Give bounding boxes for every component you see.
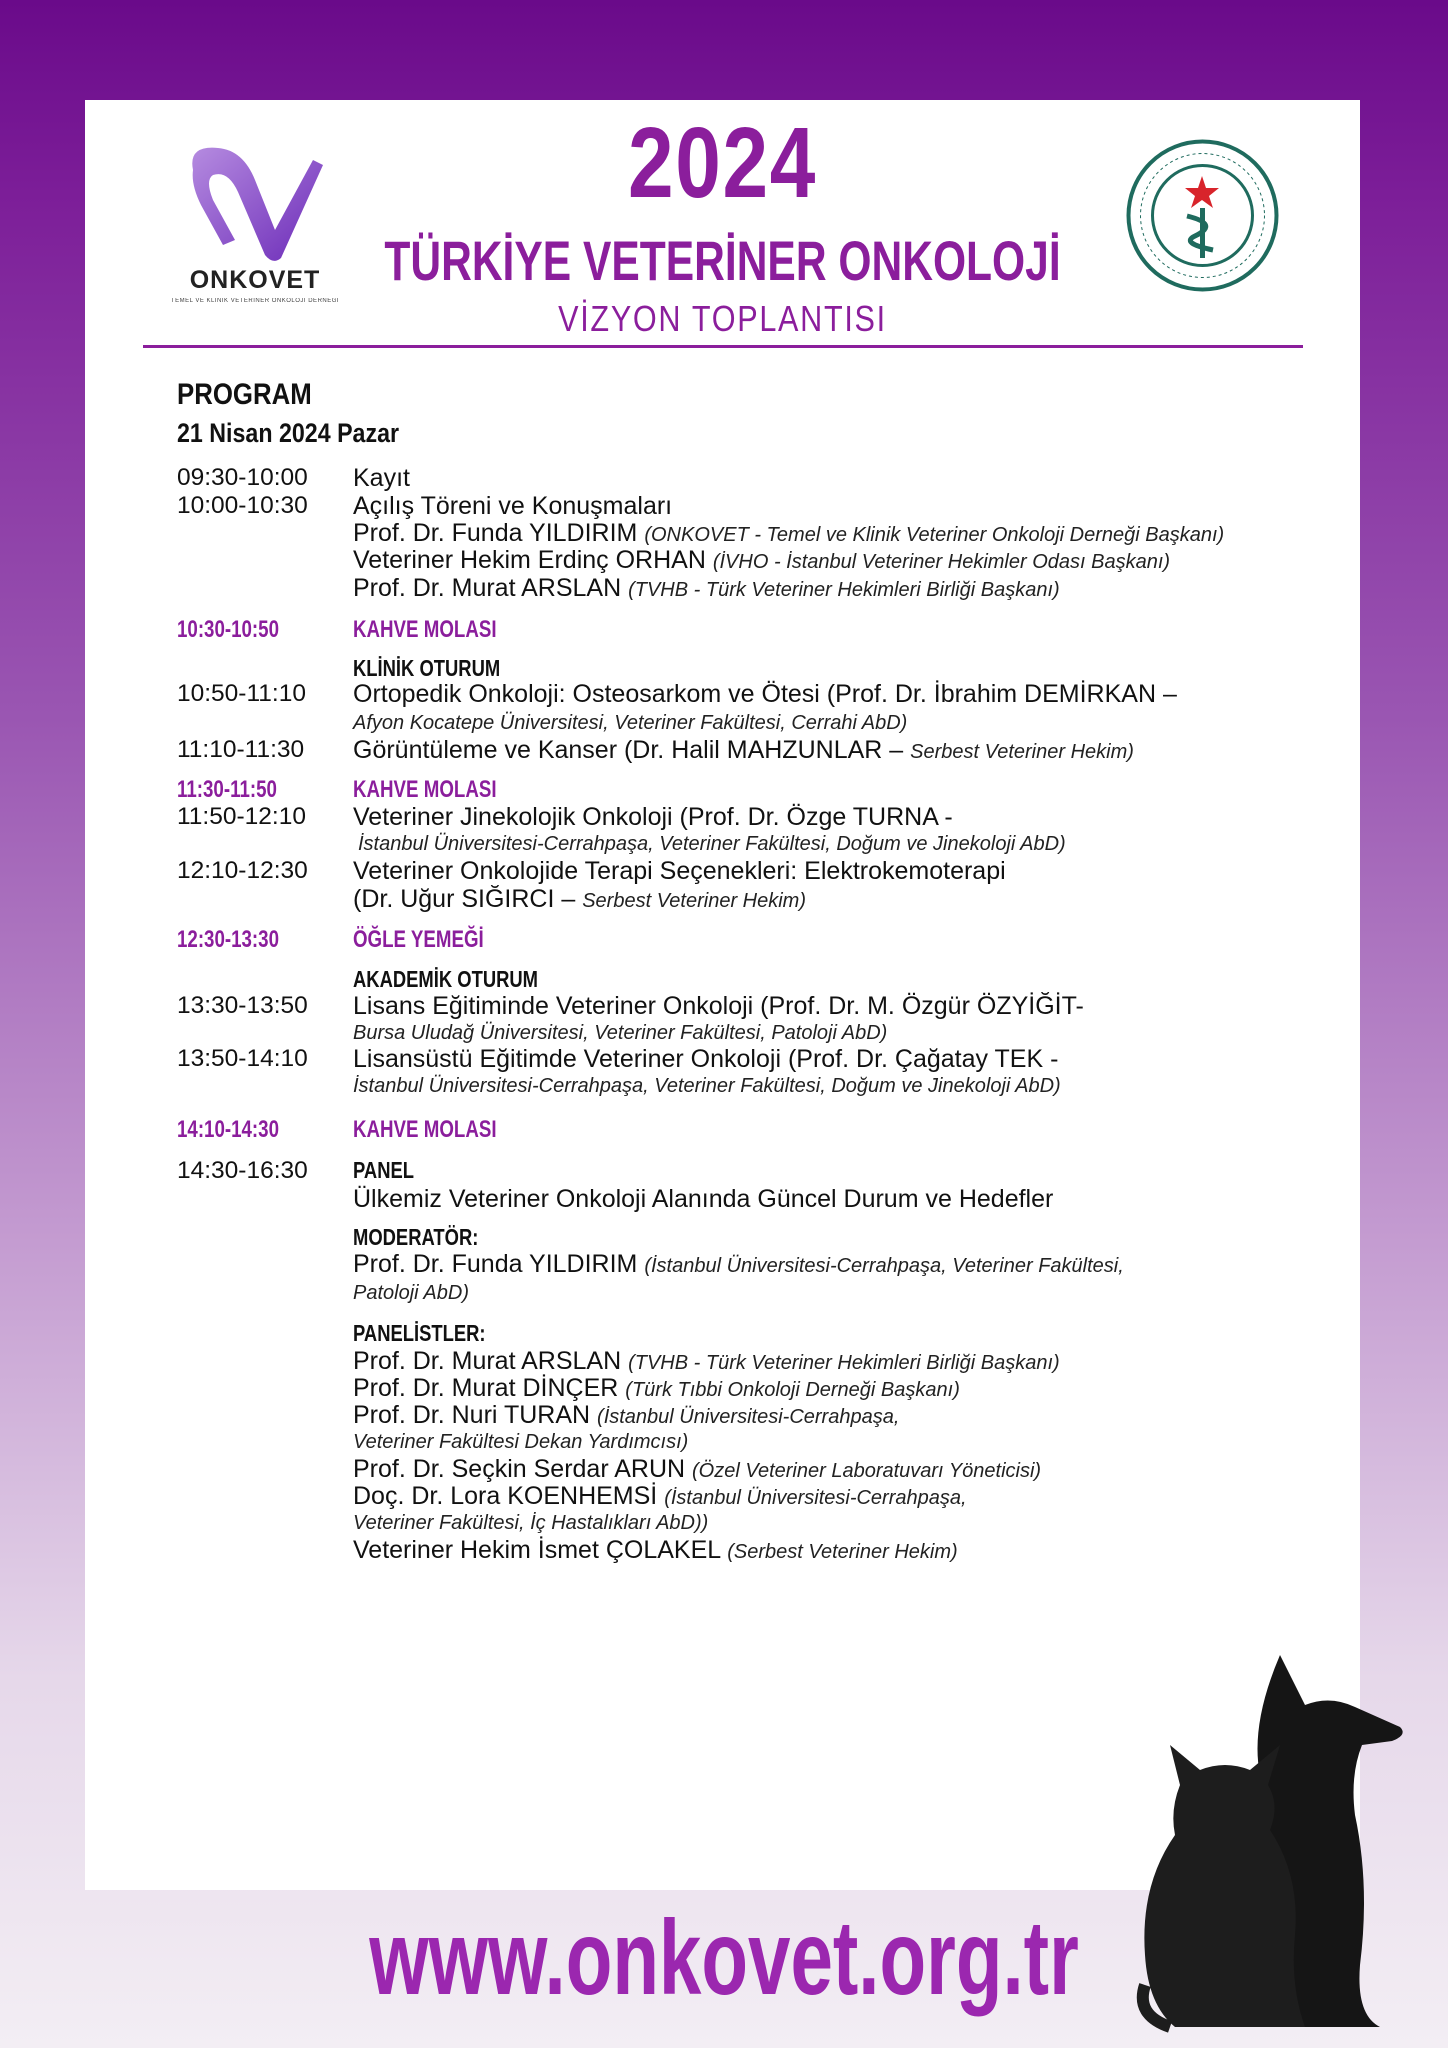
speaker-line [353,1482,967,1511]
session-title-text: (Dr. Uğur SIĞIRCI – [353,885,576,913]
website-url[interactable]: www.onkovet.org.tr [369,1899,1079,2017]
event-year: 2024 [628,107,817,219]
speaker-line [353,1374,960,1403]
session-title: Ortopedik Onkoloji: Osteosarkom ve Ötesi (Prof. Dr. İbrahim DEMİRKAN – [353,680,1177,708]
speaker-line [353,574,1060,603]
speaker-line [353,519,1224,548]
speaker-affiliation: (İstanbul Üniversitesi-Cerrahpaşa, [664,1487,967,1509]
session-title: Açılış Töreni ve Konuşmaları [353,492,673,520]
speaker-name: Veteriner Hekim İsmet ÇOLAKEL [353,1536,721,1564]
header-divider [143,345,1303,348]
speaker-affiliation: (İVHO - İstanbul Veteriner Hekimler Odası Başkanı) [712,551,1171,573]
speaker-affiliation: Serbest Veteriner Hekim) [582,890,806,912]
cat-and-dog-silhouette-icon [1130,1635,1410,2035]
speaker-affiliation: (İstanbul Üniversitesi-Cerrahpaşa, [597,1406,900,1428]
break-time: 14:10-14:30 [177,1116,279,1143]
time-slot: 10:00-10:30 [177,492,308,519]
session-heading: AKADEMİK OTURUM [353,966,539,992]
speaker-line [353,1455,1041,1484]
ivho-seal [1125,138,1280,293]
session-title: Lisansüstü Eğitimde Veteriner Onkoloji (Prof. Dr. Çağatay TEK - [353,1045,1059,1073]
speaker-line [353,1401,899,1430]
session-affiliation: Bursa Uludağ Üniversitesi, Veteriner Fakültesi, Patoloji AbD) [353,1022,888,1044]
speaker-affiliation: (Özel Veteriner Laboratuvarı Yöneticisi) [692,1460,1042,1482]
speaker-affiliation: (TVHB - Türk Veteriner Hekimleri Birliği Başkanı) [628,1352,1060,1374]
time-slot: 09:30-10:00 [177,464,308,491]
session-affiliation: İstanbul Üniversitesi-Cerrahpaşa, Veteriner Fakültesi, Doğum ve Jinekoloji AbD) [358,833,1066,855]
speaker-affiliation-cont: Patoloji AbD) [353,1282,469,1304]
speaker-affiliation-cont: Veteriner Fakültesi, İç Hastalıkları AbD)) [353,1512,709,1534]
time-slot: 14:30-16:30 [177,1157,308,1184]
speaker-affiliation: (Serbest Veteriner Hekim) [727,1541,958,1563]
break-time: 10:30-10:50 [177,616,279,643]
speaker-name: Prof. Dr. Nuri TURAN [353,1401,591,1429]
onkovet-logo-tagline: TEMEL VE KLİNİK VETERİNER ONKOLOJİ DERNEĞİ [170,298,340,304]
session-title [353,736,1134,765]
speaker-affiliation-cont: Veteriner Fakültesi Dekan Yardımcısı) [353,1431,689,1453]
event-title: TÜRKİYE VETERİNER ONKOLOJİ [384,229,1061,292]
speaker-affiliation: (Türk Tıbbi Onkoloji Derneği Başkanı) [625,1379,960,1401]
speaker-name: Prof. Dr. Murat DİNÇER [353,1374,619,1402]
speaker-name: Prof. Dr. Murat ARSLAN [353,574,622,602]
moderator-heading: MODERATÖR: [353,1224,479,1250]
session-title: Veteriner Jinekolojik Onkoloji (Prof. Dr. Özge TURNA - [353,803,953,831]
program-date: 21 Nisan 2024 Pazar [177,418,400,448]
session-title: Lisans Eğitiminde Veteriner Onkoloji (Prof. Dr. M. Özgür ÖZYİĞİT- [353,992,1084,1020]
onkovet-logo-name: ONKOVET [189,266,321,294]
session-title: Veteriner Onkolojide Terapi Seçenekleri: Elektrokemoterapi [353,857,1006,885]
time-slot: 10:50-11:10 [177,680,306,707]
speaker-line [353,546,1170,575]
session-title: Ülkemiz Veteriner Onkoloji Alanında Güncel Durum ve Hedefler [353,1185,1054,1213]
session-affiliation: Afyon Kocatepe Üniversitesi, Veteriner Fakültesi, Cerrahi AbD) [353,712,908,734]
time-slot: 13:30-13:50 [177,992,308,1019]
speaker-name: Prof. Dr. Seçkin Serdar ARUN [353,1455,686,1483]
speaker-name: Prof. Dr. Funda YILDIRIM [353,1250,638,1278]
speaker-affiliation: (ONKOVET - Temel ve Klinik Veteriner Onkoloji Derneği Başkanı) [644,524,1225,546]
speaker-line [353,1347,1060,1376]
poster-paper [85,100,1360,1890]
ivho-seal-icon [1125,138,1280,293]
speaker-affiliation: Serbest Veteriner Hekim) [910,741,1134,763]
session-heading: KLİNİK OTURUM [353,655,501,681]
speaker-name: Veteriner Hekim Erdinç ORHAN [353,546,706,574]
time-slot: 13:50-14:10 [177,1045,308,1072]
time-slot: 12:10-12:30 [177,857,308,884]
break-time: 12:30-13:30 [177,926,279,953]
session-title-text: Görüntüleme ve Kanser (Dr. Halil MAHZUNLAR – [353,736,904,764]
speaker-line [353,1250,1124,1279]
speaker-line [353,1536,958,1565]
program-title: PROGRAM [177,378,312,411]
speaker-name: Prof. Dr. Funda YILDIRIM [353,519,638,547]
session-affiliation: İstanbul Üniversitesi-Cerrahpaşa, Veteriner Fakültesi, Doğum ve Jinekoloji AbD) [353,1075,1061,1097]
time-slot: 11:50-12:10 [177,803,306,830]
break-label: ÖĞLE YEMEĞİ [353,926,484,953]
session-title: Kayıt [353,464,410,492]
speaker-name: Doç. Dr. Lora KOENHEMSİ [353,1482,658,1510]
speaker-name: Prof. Dr. Murat ARSLAN [353,1347,622,1375]
break-time: 11:30-11:50 [177,776,277,803]
break-label: KAHVE MOLASI [353,616,497,643]
event-subtitle: VİZYON TOPLANTISI [558,298,887,339]
session-heading: PANEL [353,1157,414,1183]
speaker-affiliation: (TVHB - Türk Veteriner Hekimleri Birliği Başkanı) [628,579,1060,601]
time-slot: 11:10-11:30 [177,736,305,763]
break-label: KAHVE MOLASI [353,776,497,803]
panelists-heading: PANELİSTLER: [353,1320,486,1346]
speaker-affiliation: (İstanbul Üniversitesi-Cerrahpaşa, Veteriner Fakültesi, [644,1255,1124,1277]
break-label: KAHVE MOLASI [353,1116,497,1143]
session-title-cont [353,885,806,914]
